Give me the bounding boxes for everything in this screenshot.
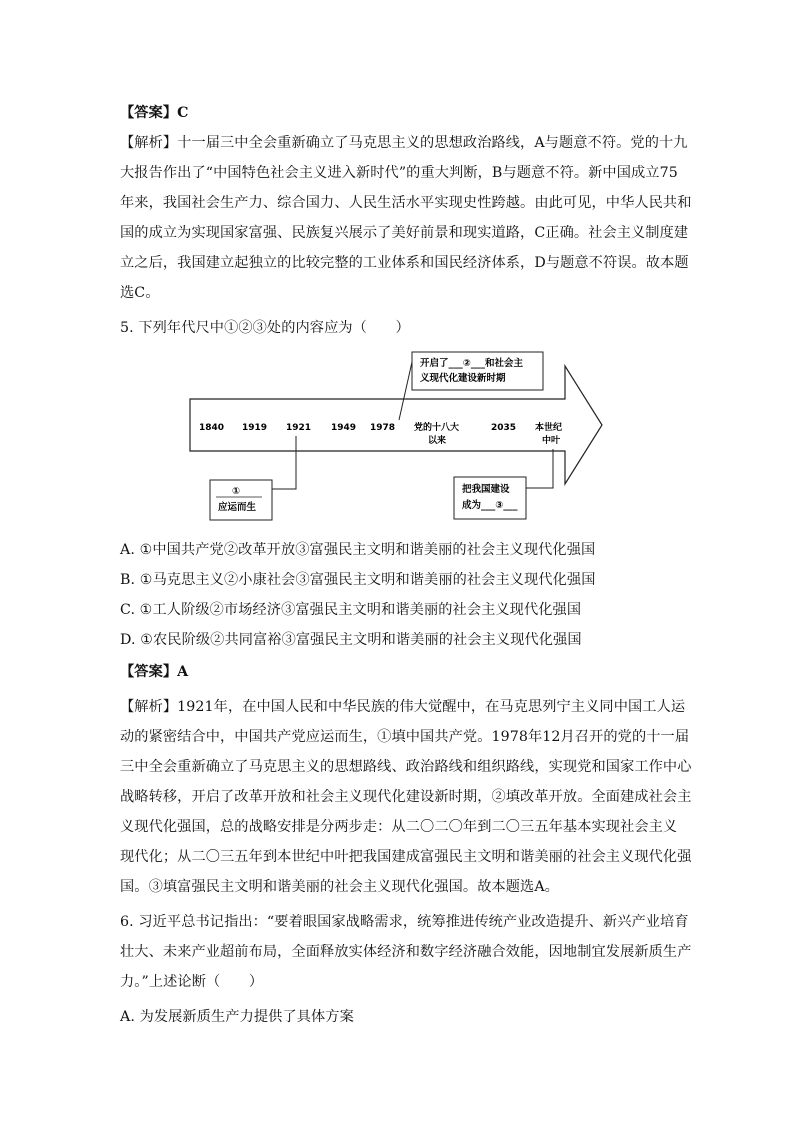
q4-analysis-line: 年来，我国社会生产力、综合国力、人民生活水平实现史性跨越。由此可见，中华人民共和 bbox=[120, 195, 692, 211]
q4-analysis-line: 选C。 bbox=[120, 285, 160, 301]
year-label: 中叶 bbox=[542, 436, 561, 446]
year-label: 以来 bbox=[428, 436, 447, 446]
q5-analysis-line: 国。③填富强民主文明和谐美丽的社会主义现代化强国。故本题选A。 bbox=[120, 879, 559, 895]
box-left bbox=[210, 480, 272, 520]
q6-stem-line: 壮大、未来产业超前布局，全面释放实体经济和数字经济融合效能，因地制宜发展新质生产 bbox=[120, 944, 692, 960]
box-right-line2: 成为___③___ bbox=[462, 500, 518, 511]
year-label: 2035 bbox=[491, 423, 517, 433]
q5-analysis-line: 现代化；从二〇三五年到本世纪中叶把我国建成富强民主文明和谐美丽的社会主义现代化强 bbox=[120, 849, 692, 865]
q5-analysis-line: 战略转移，开启了改革开放和社会主义现代化建设新时期，②填改革开放。全面建成社会主 bbox=[120, 789, 692, 805]
q4-answer: 【答案】C bbox=[120, 105, 189, 121]
q5-answer: 【答案】A bbox=[120, 664, 189, 680]
box-left-line1: ① bbox=[232, 486, 241, 497]
year-label: 1921 bbox=[286, 423, 312, 433]
q6-stem-line: 6. 习近平总书记指出：“要着眼国家战略需求，统筹推进传统产业改造提升、新兴产业培育 bbox=[120, 914, 689, 930]
year-label: 1919 bbox=[242, 423, 268, 433]
box-top-line2: 义现代化建设新时期 bbox=[420, 373, 506, 384]
year-label: 党的十八大 bbox=[414, 423, 460, 433]
q4-analysis-line: 【解析】十一届三中全会重新确立了马克思主义的思想政治路线，A与题意不符。党的十九 bbox=[120, 135, 688, 151]
q5-option-b: B. ①马克思主义②小康社会③富强民主文明和谐美丽的社会主义现代化强国 bbox=[120, 572, 596, 588]
box-right-line1: 把我国建设 bbox=[462, 484, 510, 495]
timeline-diagram bbox=[180, 350, 610, 530]
year-label: 本世纪 bbox=[535, 423, 563, 433]
box-top-line1: 开启了___②___和社会主 bbox=[420, 358, 524, 369]
connector-midcentury bbox=[526, 449, 553, 488]
q5-option-c: C. ①工人阶级②市场经济③富强民主文明和谐美丽的社会主义现代化强国 bbox=[120, 602, 582, 618]
q6-option-a: A. 为发展新质生产力提供了具体方案 bbox=[120, 1009, 354, 1025]
q4-analysis-line: 大报告作出了“中国特色社会主义进入新时代”的重大判断，B与题意不符。新中国成立75 bbox=[120, 165, 678, 181]
q5-analysis-line: 动的紧密结合中，中国共产党应运而生，①填中国共产党。1978年12月召开的党的十一届 bbox=[120, 729, 690, 745]
q5-analysis-line: 【解析】1921年，在中国人民和中华民族的伟大觉醒中，在马克思列宁主义同中国工人运 bbox=[120, 699, 686, 715]
q5-option-d: D. ①农民阶级②共同富裕③富强民主文明和谐美丽的社会主义现代化强国 bbox=[120, 632, 582, 648]
year-label: 1978 bbox=[370, 423, 396, 433]
box-left-line2: 应运而生 bbox=[218, 502, 257, 513]
year-label: 1949 bbox=[331, 423, 357, 433]
q4-analysis-line: 立之后，我国建立起独立的比较完整的工业体系和国民经济体系，D与题意不符误。故本题 bbox=[120, 255, 689, 271]
q5-option-a: A. ①中国共产党②改革开放③富强民主文明和谐美丽的社会主义现代化强国 bbox=[120, 542, 596, 558]
q5-stem: 5. 下列年代尺中①②③处的内容应为（ ） bbox=[120, 320, 410, 336]
q4-analysis-line: 国的成立为实现国家富强、民族复兴展示了美好前景和现实道路，C正确。社会主义制度建 bbox=[120, 225, 689, 241]
q5-analysis-line: 义现代化强国，总的战略安排是分两步走：从二〇二〇年到二〇三五年基本实现社会主义 bbox=[120, 819, 678, 835]
q5-analysis-line: 三中全会重新确立了马克思主义的思想路线、政治路线和组织路线，实现党和国家工作中心 bbox=[120, 759, 692, 775]
year-label: 1840 bbox=[199, 423, 225, 433]
q6-stem-line: 力。”上述论断（ ） bbox=[120, 974, 264, 990]
